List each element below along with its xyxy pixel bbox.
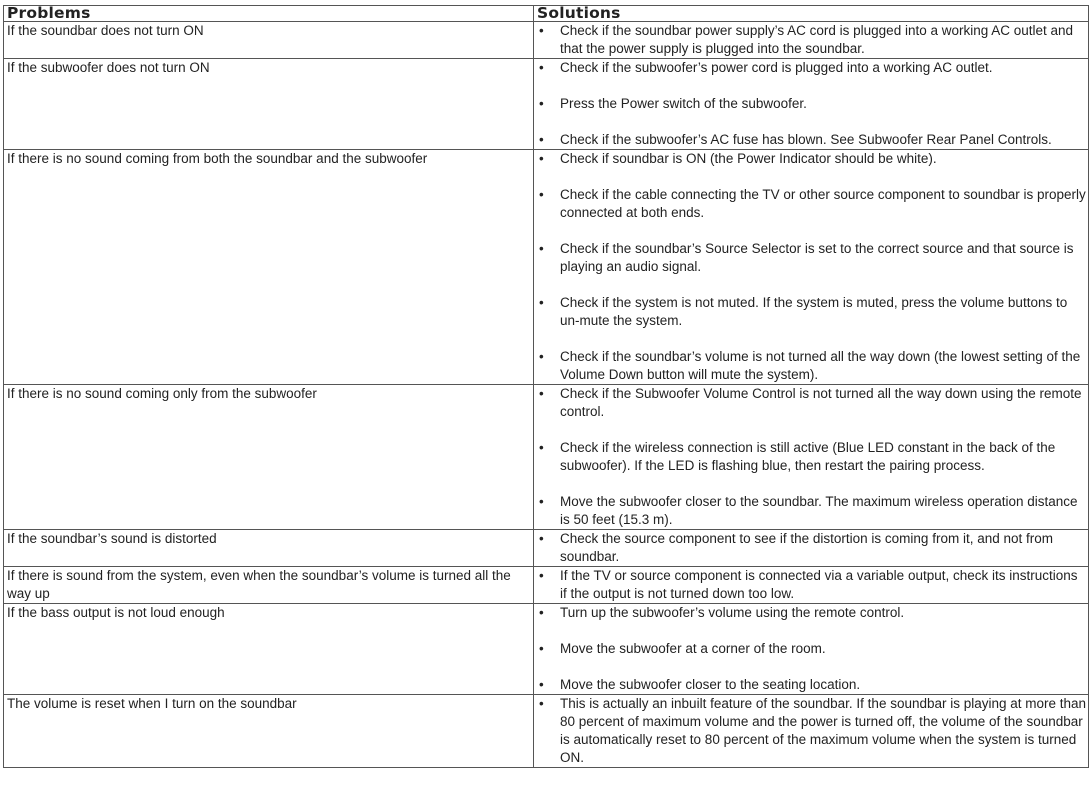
table-row xyxy=(4,59,1089,150)
problem-cell: If there is no sound coming only from the subwoofer xyxy=(4,385,534,530)
list-item xyxy=(537,567,1088,603)
problem-cell: The volume is reset when I turn on the soundbar xyxy=(4,695,534,768)
bullet-icon: • xyxy=(539,132,544,147)
solutions-list xyxy=(537,695,1088,767)
problem-cell: If the soundbar does not turn ON xyxy=(4,22,534,59)
solutions-cell xyxy=(534,530,1089,567)
solutions-cell xyxy=(534,385,1089,530)
bullet-icon: • xyxy=(539,241,544,256)
problems-header: Problems xyxy=(4,6,534,22)
table-row xyxy=(4,22,1089,59)
bullet-icon: • xyxy=(539,440,544,455)
bullet-icon: • xyxy=(539,494,544,509)
solution-text: Move the subwoofer closer to the soundbar. The maximum wireless operation distance is 50 feet (15.3 m). xyxy=(560,494,1078,527)
table-body xyxy=(4,22,1089,768)
solutions-header: Solutions xyxy=(534,6,1089,22)
list-item xyxy=(537,22,1088,58)
solutions-list xyxy=(537,59,1088,149)
problem-cell: If the soundbar’s sound is distorted xyxy=(4,530,534,567)
list-item xyxy=(537,530,1088,566)
problem-cell: If there is no sound coming from both the soundbar and the subwoofer xyxy=(4,150,534,385)
solutions-list xyxy=(537,22,1088,58)
problem-cell: If the bass output is not loud enough xyxy=(4,604,534,695)
list-item xyxy=(537,240,1088,276)
solutions-list xyxy=(537,385,1088,529)
bullet-icon: • xyxy=(539,96,544,111)
list-item xyxy=(537,439,1088,475)
solution-text: Move the subwoofer closer to the seating location. xyxy=(560,677,861,692)
solution-text: Check the source component to see if the distortion is coming from it, and not from soundbar. xyxy=(560,531,1053,564)
solution-text: Check if the soundbar power supply’s AC cord is plugged into a working AC outlet and that the power supply is plugged into the soundbar. xyxy=(560,23,1074,56)
solution-text: Check if the soundbar’s Source Selector is set to the correct source and that source is playing an audio signal. xyxy=(560,241,1074,274)
bullet-icon: • xyxy=(539,295,544,310)
solutions-cell xyxy=(534,695,1089,768)
bullet-icon: • xyxy=(539,531,544,546)
list-item xyxy=(537,695,1088,767)
list-item xyxy=(537,676,1088,694)
bullet-icon: • xyxy=(539,60,544,75)
list-item xyxy=(537,604,1088,622)
solution-text: If the TV or source component is connected via a variable output, check its instructions if the output is not turned down too low. xyxy=(560,568,1078,601)
bullet-icon: • xyxy=(539,187,544,202)
table-row xyxy=(4,695,1089,768)
table-row xyxy=(4,604,1089,695)
solution-text: Check if the cable connecting the TV or other source component to soundbar is properly connected at both ends. xyxy=(560,187,1086,220)
list-item xyxy=(537,59,1088,77)
table-row xyxy=(4,150,1089,385)
solutions-cell xyxy=(534,604,1089,695)
solution-text: Check if the Subwoofer Volume Control is not turned all the way down using the remote control. xyxy=(560,386,1082,419)
bullet-icon: • xyxy=(539,386,544,401)
solutions-list xyxy=(537,530,1088,566)
solution-text: Check if soundbar is ON (the Power Indicator should be white). xyxy=(560,151,937,166)
solution-text: This is actually an inbuilt feature of the soundbar. If the soundbar is playing at more than 80 percent of maximum volume and the power is turned off, the volume of the soundbar is automatically reset to 80 percent of the maximum volume when the system is turned ON. xyxy=(560,696,1087,765)
solution-text: Check if the subwoofer’s power cord is plugged into a working AC outlet. xyxy=(560,60,993,75)
list-item xyxy=(537,294,1088,330)
solutions-list xyxy=(537,567,1088,603)
list-item xyxy=(537,493,1088,529)
solution-text: Check if the soundbar’s volume is not turned all the way down (the lowest setting of the Volume Down button will mute the system). xyxy=(560,349,1081,382)
table-row xyxy=(4,385,1089,530)
solution-text: Check if the subwoofer’s AC fuse has blown. See Subwoofer Rear Panel Controls. xyxy=(560,132,1052,147)
table-row xyxy=(4,567,1089,604)
solution-text: Check if the wireless connection is still active (Blue LED constant in the back of the subwoofer). If the LED is flashing blue, then restart the pairing process. xyxy=(560,440,1056,473)
solutions-cell xyxy=(534,22,1089,59)
bullet-icon: • xyxy=(539,568,544,583)
troubleshooting-table xyxy=(3,5,1089,768)
list-item xyxy=(537,186,1088,222)
solutions-cell xyxy=(534,567,1089,604)
solutions-list xyxy=(537,150,1088,384)
solutions-cell xyxy=(534,150,1089,385)
bullet-icon: • xyxy=(539,23,544,38)
table-row xyxy=(4,530,1089,567)
solution-text: Press the Power switch of the subwoofer. xyxy=(560,96,807,111)
list-item xyxy=(537,385,1088,421)
list-item xyxy=(537,95,1088,113)
bullet-icon: • xyxy=(539,677,544,692)
list-item xyxy=(537,131,1088,149)
bullet-icon: • xyxy=(539,696,544,711)
bullet-icon: • xyxy=(539,605,544,620)
bullet-icon: • xyxy=(539,641,544,656)
solutions-list xyxy=(537,604,1088,694)
solution-text: Check if the system is not muted. If the system is muted, press the volume buttons to un-mute the system. xyxy=(560,295,1068,328)
problem-cell: If the subwoofer does not turn ON xyxy=(4,59,534,150)
solution-text: Move the subwoofer at a corner of the room. xyxy=(560,641,826,656)
list-item xyxy=(537,640,1088,658)
list-item xyxy=(537,150,1088,168)
solutions-cell xyxy=(534,59,1089,150)
table-header-row xyxy=(4,6,1089,22)
bullet-icon: • xyxy=(539,349,544,364)
bullet-icon: • xyxy=(539,151,544,166)
list-item xyxy=(537,348,1088,384)
solution-text: Turn up the subwoofer’s volume using the remote control. xyxy=(560,605,905,620)
problem-cell: If there is sound from the system, even when the soundbar’s volume is turned all the way up xyxy=(4,567,534,604)
